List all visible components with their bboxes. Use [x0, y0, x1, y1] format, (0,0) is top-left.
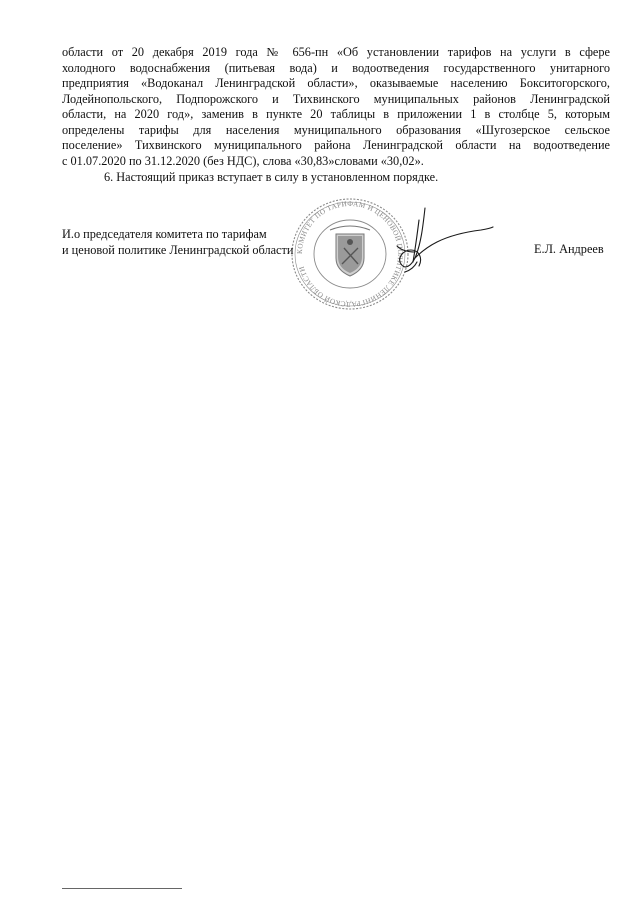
paragraph-line: области от 20 декабря 2019 года № 656-пн «Об установлении тарифов на услуги в сфере	[62, 45, 610, 59]
paragraph-line: области, на 2020 год», заменив в пункте 20 таблицы в приложении 1 в столбце 5, которым	[62, 107, 610, 121]
seal-text: КОМИТЕТ ПО ТАРИФАМ И ЦЕНОВОЙ ПОЛИТИКЕ ЛЕНИНГРАДСКОЙ ОБЛАСТИ	[294, 198, 406, 310]
paragraph-line: холодного водоснабжения (питьевая вода) и водоотведения государственного унитарного	[62, 60, 610, 75]
paragraph-line: Лодейнопольского, Подпорожского и Тихвинского муниципальных районов Ленинградской	[62, 91, 610, 106]
signatory-title	[62, 227, 293, 258]
paragraph-line: с 01.07.2020 по 31.12.2020 (без НДС), слова «30,83»словами «30,02».	[62, 153, 424, 168]
paragraph-5-continuation	[62, 45, 610, 169]
signatory-title-line: И.о председателя комитета по тарифам	[62, 227, 267, 241]
clause-6: 6. Настоящий приказ вступает в силу в установленном порядке.	[104, 170, 439, 184]
handwritten-signature	[385, 206, 495, 281]
paragraph-line: предприятия «Водоканал Ленинградской области», оказываемые населению Бокситогорского,	[62, 76, 610, 90]
paragraph-line: поселение» Тихвинского муниципального района Ленинградской области на водоотведение	[62, 138, 610, 152]
signatory-title-line: и ценовой политике Ленинградской области	[62, 242, 294, 257]
footer-divider	[62, 888, 182, 889]
coat-of-arms-icon	[330, 226, 370, 276]
signatory-name: Е.Л. Андреев	[534, 242, 604, 256]
paragraph-line: определены тарифы для населения муниципального образования «Шугозерское сельское	[62, 122, 610, 137]
